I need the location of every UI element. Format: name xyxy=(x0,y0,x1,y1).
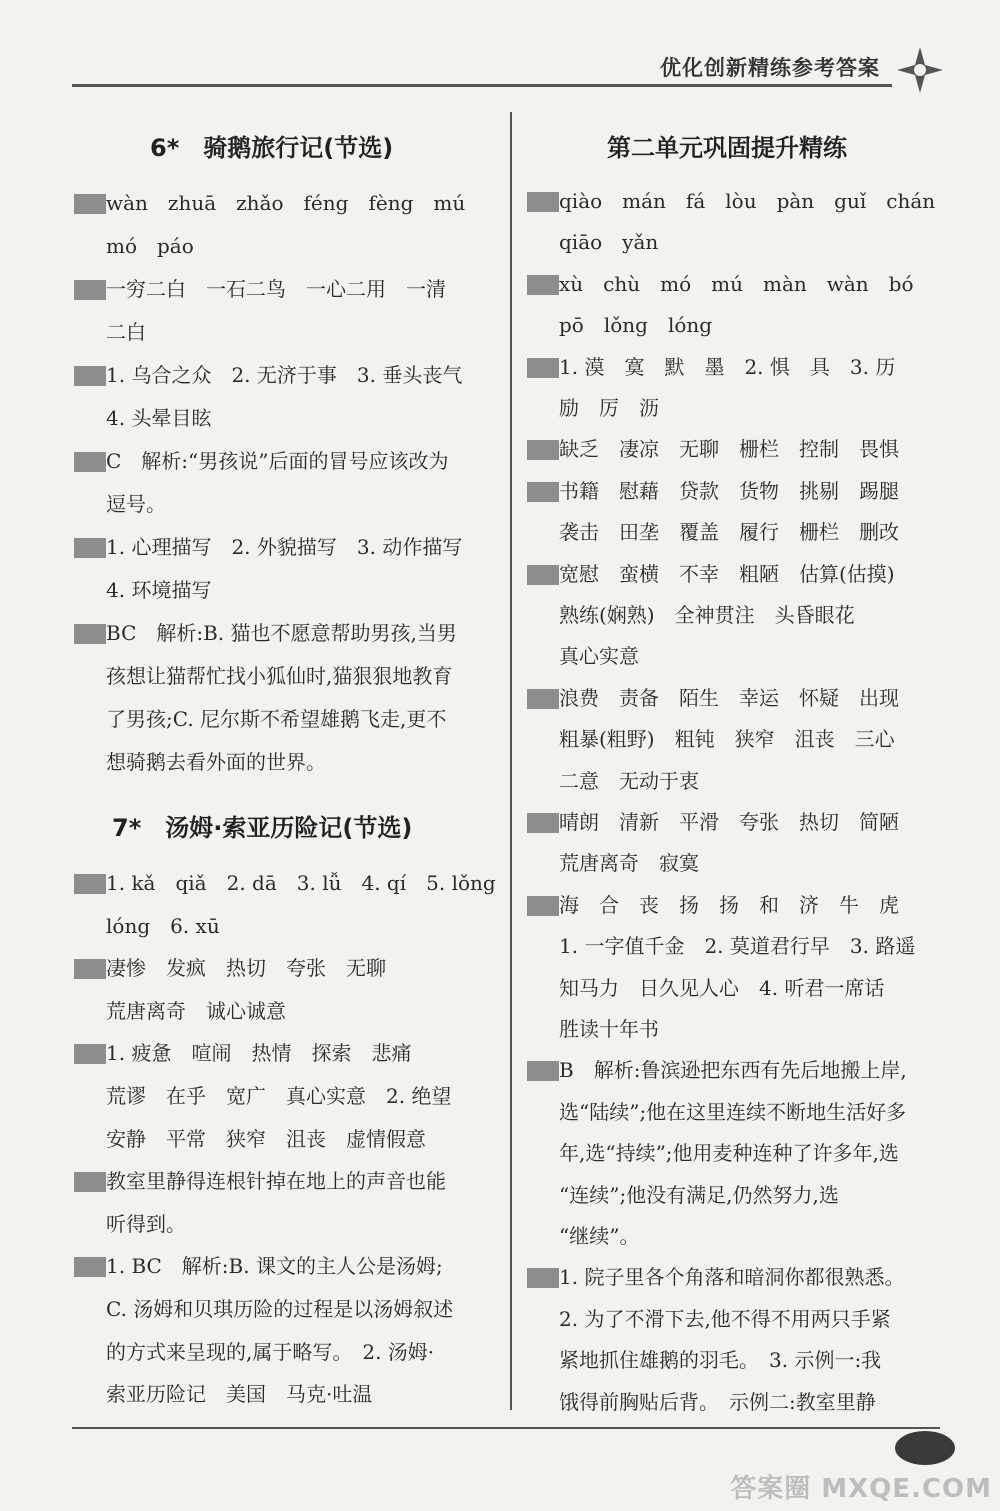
page-header-title: 优化创新精练参考答案 xyxy=(660,56,880,80)
question-number-marker xyxy=(74,1044,106,1064)
answer-line: 励 厉 沥 xyxy=(559,395,659,420)
answer-line: 知马力 日久见人心 4. 听君一席话 xyxy=(559,975,885,1000)
answer-item xyxy=(72,1160,497,1245)
answer-item xyxy=(525,553,957,677)
question-number-marker xyxy=(74,452,106,472)
star-ornament-icon xyxy=(895,45,945,95)
question-number-marker xyxy=(74,959,106,979)
answer-line: 年,选“持续”;他用麦种连种了许多年,选 xyxy=(559,1141,899,1166)
answer-line: 一穷二白 一石二鸟 一心二用 一清 xyxy=(106,277,446,301)
answer-line: 书籍 慰藉 贷款 货物 挑剔 踢腿 xyxy=(559,478,899,503)
answer-line: 荒唐离奇 寂寞 xyxy=(559,851,699,876)
answer-item xyxy=(525,470,957,553)
answer-line: 凄惨 发疯 热切 夸张 无聊 xyxy=(106,956,386,981)
answer-line: 二意 无动于衷 xyxy=(559,768,699,793)
answer-line: BC 解析:B. 猫也不愿意帮助男孩,当男 xyxy=(106,621,457,645)
answer-item xyxy=(72,1245,497,1415)
answer-line: 选“陆续”;他在这里连续不断地生活好多 xyxy=(559,1099,907,1124)
answer-line: 饿得前胸贴后背。 示例二:教室里静 xyxy=(559,1389,876,1414)
answer-line: 孩想让猫帮忙找小狐仙时,猫狠狠地教育 xyxy=(106,664,453,688)
answer-line: 逗号。 xyxy=(106,492,166,516)
answer-line: 荒唐离奇 诚心诚意 xyxy=(106,998,286,1023)
answer-item xyxy=(72,526,497,612)
answer-item xyxy=(525,263,957,346)
answer-line: 想骑鹅去看外面的世界。 xyxy=(106,750,326,774)
question-number-marker xyxy=(74,874,106,894)
answer-item xyxy=(72,268,497,354)
answer-line: 4. 环境描写 xyxy=(106,578,212,602)
answer-line: 1. 心理描写 2. 外貌描写 3. 动作描写 xyxy=(106,535,463,559)
answer-line: 1. 院子里各个角落和暗洞你都很熟悉。 xyxy=(559,1265,905,1290)
answer-line: wàn zhuā zhǎo féng fèng mú xyxy=(106,191,466,215)
answer-item xyxy=(72,612,497,784)
answer-item xyxy=(525,801,957,884)
answer-line: “继续”。 xyxy=(559,1223,640,1248)
answer-line: 1. 乌合之众 2. 无济于事 3. 垂头丧气 xyxy=(106,363,463,387)
answer-line: qiào mán fá lòu pàn guǐ chán xyxy=(559,189,936,213)
question-number-marker xyxy=(527,192,559,212)
answer-item xyxy=(525,677,957,801)
answer-line: 二白 xyxy=(106,320,146,344)
answer-line: 胜读十年书 xyxy=(559,1016,659,1041)
question-number-marker xyxy=(527,813,559,833)
answer-line: 晴朗 清新 平滑 夸张 热切 简陋 xyxy=(559,810,899,834)
answer-line: pō lǒng lóng xyxy=(559,313,713,338)
answer-line: 袭击 田垄 覆盖 履行 栅栏 删改 xyxy=(559,520,899,545)
question-number-marker xyxy=(527,482,559,502)
answer-line: 听得到。 xyxy=(106,1211,186,1236)
footer-rule xyxy=(72,1427,940,1429)
section-7-title: 7* 汤姆·索亚历险记(节选) xyxy=(112,814,413,842)
answer-line: 缺乏 凄凉 无聊 栅栏 控制 畏惧 xyxy=(559,437,899,462)
answer-item xyxy=(72,947,497,1032)
answer-line: 荒谬 在乎 宽广 真心实意 2. 绝望 xyxy=(106,1083,452,1108)
answer-line: xù chù mó mú màn wàn bó xyxy=(559,271,914,296)
question-number-marker xyxy=(74,194,106,214)
answer-item xyxy=(525,180,957,263)
question-number-marker xyxy=(74,624,106,644)
answer-item xyxy=(525,428,957,469)
answer-line: 宽慰 蛮横 不幸 粗陋 估算(估摸) xyxy=(559,561,895,586)
answer-line: 浪费 责备 陌生 幸运 怀疑 出现 xyxy=(559,685,899,710)
answer-line: 安静 平常 狭窄 沮丧 虚情假意 xyxy=(106,1126,426,1151)
question-number-marker xyxy=(74,538,106,558)
question-number-marker xyxy=(527,896,559,916)
answer-line: C 解析:“男孩说”后面的冒号应该改为 xyxy=(106,449,449,473)
question-number-marker xyxy=(527,440,559,460)
answer-line: 了男孩;C. 尼尔斯不希望雄鹅飞走,更不 xyxy=(106,707,447,731)
answer-line: 1. BC 解析:B. 课文的主人公是汤姆; xyxy=(106,1254,443,1279)
answer-item xyxy=(72,862,497,947)
answer-line: 2. 为了不滑下去,他不得不用两只手紧 xyxy=(559,1306,891,1331)
question-number-marker xyxy=(74,280,106,300)
answer-item xyxy=(525,1049,957,1256)
answer-line: mó páo xyxy=(106,234,194,258)
answer-line: 真心实意 xyxy=(559,644,639,669)
answer-item xyxy=(525,1256,957,1422)
question-number-marker xyxy=(527,1268,559,1288)
question-number-marker xyxy=(527,275,559,295)
answer-line: 的方式来呈现的,属于略写。 2. 汤姆· xyxy=(106,1339,435,1364)
answer-item xyxy=(72,440,497,526)
answer-line: 1. 一字值千金 2. 莫道君行早 3. 路遥 xyxy=(559,934,916,959)
question-number-marker xyxy=(527,689,559,709)
watermark: 答案圈 MXQE.COM xyxy=(730,1474,992,1504)
answer-item xyxy=(72,354,497,440)
page-number-badge xyxy=(895,1431,955,1465)
answer-line: lóng 6. xū xyxy=(106,913,220,938)
answer-item xyxy=(72,182,497,268)
question-number-marker xyxy=(74,1172,106,1192)
unit-2-title: 第二单元巩固提升精练 xyxy=(607,134,847,162)
answer-item xyxy=(525,884,957,1050)
question-number-marker xyxy=(74,1257,106,1277)
answer-line: 紧地抓住雄鹅的羽毛。 3. 示例一:我 xyxy=(559,1348,882,1373)
answer-line: 熟练(娴熟) 全神贯注 头昏眼花 xyxy=(559,602,855,627)
question-number-marker xyxy=(527,1061,559,1081)
answer-line: “连续”;他没有满足,仍然努力,选 xyxy=(559,1182,839,1207)
answer-line: B 解析:鲁滨逊把东西有先后地搬上岸, xyxy=(559,1058,907,1083)
answer-line: qiāo yǎn xyxy=(559,230,659,255)
answer-item xyxy=(72,1032,497,1160)
answer-line: 4. 头晕目眩 xyxy=(106,406,212,430)
header-rule xyxy=(72,84,892,87)
question-number-marker xyxy=(527,358,559,378)
section-6-title: 6* 骑鹅旅行记(节选) xyxy=(150,134,394,162)
answer-line: 海 合 丧 扬 扬 和 济 牛 虎 xyxy=(559,892,899,917)
answer-item xyxy=(525,346,957,429)
column-divider xyxy=(510,112,512,1410)
question-number-marker xyxy=(527,565,559,585)
answer-line: 1. 漠 寞 默 墨 2. 惧 具 3. 历 xyxy=(559,354,896,379)
answer-line: 1. kǎ qiǎ 2. dā 3. lǚ 4. qí 5. lǒng xyxy=(106,871,496,895)
question-number-marker xyxy=(74,366,106,386)
answer-line: 教室里静得连根针掉在地上的声音也能 xyxy=(106,1169,446,1194)
answer-line: 1. 疲惫 喧闹 热情 探索 悲痛 xyxy=(106,1041,412,1066)
answer-line: 索亚历险记 美国 马克·吐温 xyxy=(106,1382,373,1407)
answer-line: 粗暴(粗野) 粗钝 狭窄 沮丧 三心 xyxy=(559,727,895,752)
answer-line: C. 汤姆和贝琪历险的过程是以汤姆叙述 xyxy=(106,1296,454,1321)
